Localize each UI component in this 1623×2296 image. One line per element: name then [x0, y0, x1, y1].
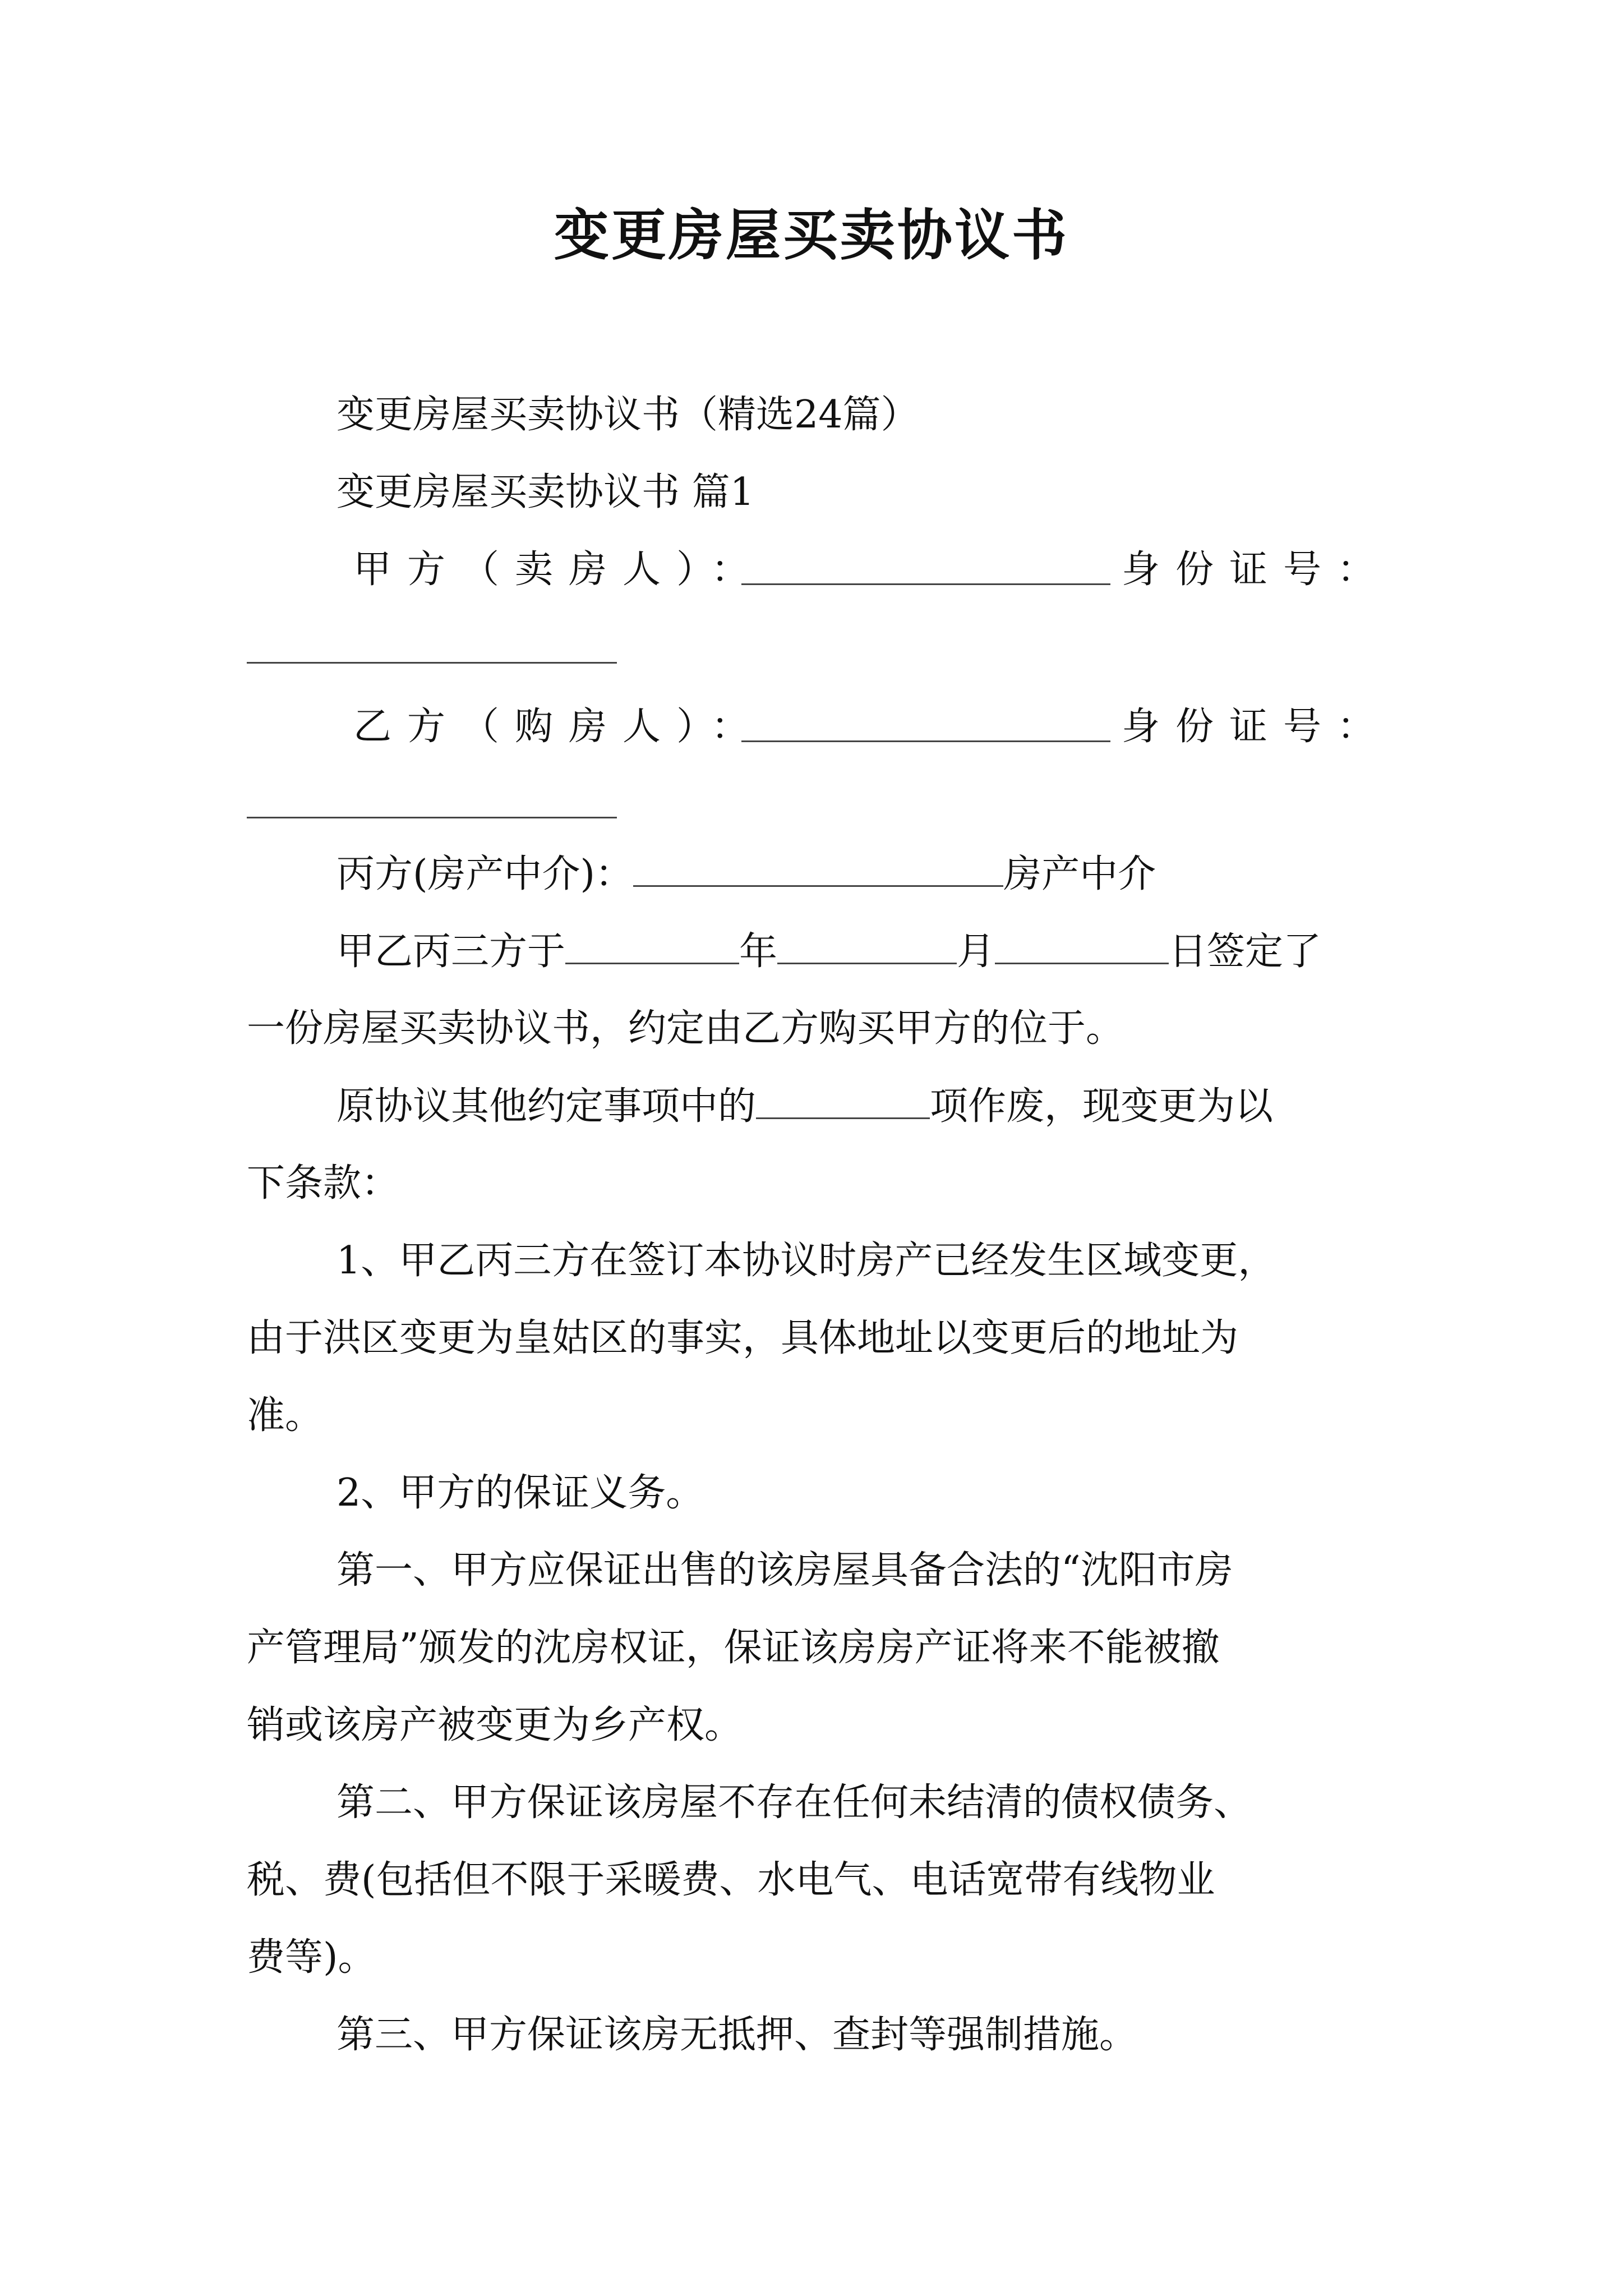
party-b-id-blank: [247, 817, 617, 818]
year-label: 年: [739, 930, 778, 974]
day-suffix: 日签定了: [1169, 930, 1322, 974]
paragraph-line: [336, 1079, 1273, 1134]
paragraph-line: 产管理局”颁发的沈房权证，保证该房房产证将来不能被撤: [247, 1626, 1220, 1670]
party-a-name-blank: [741, 583, 1110, 585]
party-a-label: 甲方（卖房人）：: [353, 547, 766, 592]
paragraph-line: 税、费(包括但不限于采暖费、水电气、电话宽带有线物业: [247, 1858, 1215, 1902]
paragraph-line: 第一、甲方应保证出售的该房屋具备合法的“沈阳市房: [336, 1548, 1233, 1593]
p2-suffix: 项作废，现变更为以: [930, 1084, 1274, 1129]
section-heading: 变更房屋买卖协议书 篇1: [336, 470, 754, 514]
document-subtitle: 变更房屋买卖协议书（精选24篇）: [336, 393, 919, 437]
date-prefix: 甲乙丙三方于: [336, 930, 566, 974]
paragraph-line: 一份房屋买卖协议书，约定由乙方购买甲方的位于。: [247, 1006, 1124, 1051]
paragraph-line: 第二、甲方保证该房屋不存在任何未结清的债权债务、: [336, 1780, 1252, 1825]
party-c-suffix: 房产中介: [1003, 852, 1156, 896]
paragraph-line: 销或该房产被变更为乡产权。: [247, 1703, 743, 1747]
party-a-line: [353, 543, 765, 597]
year-blank: [565, 924, 739, 964]
p2-prefix: 原协议其他约定事项中的: [336, 1084, 757, 1129]
paragraph-line: 第三、甲方保证该房无抵押、查封等强制措施。: [336, 2013, 1138, 2057]
paragraph-line: 1、甲乙丙三方在签订本协议时房产已经发生区域变更，: [336, 1239, 1276, 1283]
month-label: 月: [957, 930, 995, 974]
paragraph-line: 2、甲方的保证义务。: [336, 1471, 704, 1515]
party-b-label: 乙方（购房人）：: [353, 705, 766, 749]
paragraph-line: 准。: [247, 1393, 324, 1438]
paragraph-line: 下条款：: [247, 1161, 400, 1205]
party-c-line: [336, 847, 1156, 901]
party-a-id-blank: [247, 662, 617, 664]
party-a-id-label: 身份证号：: [1122, 547, 1391, 592]
party-b-id-label: 身份证号：: [1122, 705, 1391, 749]
party-b-name-blank: [741, 740, 1110, 742]
item-blank: [756, 1079, 930, 1119]
date-line: [336, 924, 1321, 979]
month-blank: [777, 924, 957, 964]
paragraph-line: 由于洪区变更为皇姑区的事实，具体地址以变更后的地址为: [247, 1316, 1239, 1360]
party-c-blank: [633, 847, 1003, 887]
day-blank: [995, 924, 1169, 964]
party-c-label: 丙方(房产中介)：: [336, 852, 634, 896]
party-b-line: [353, 700, 765, 754]
paragraph-line: 费等)。: [247, 1935, 376, 1980]
document-title: 变更房屋买卖协议书: [554, 203, 1069, 268]
